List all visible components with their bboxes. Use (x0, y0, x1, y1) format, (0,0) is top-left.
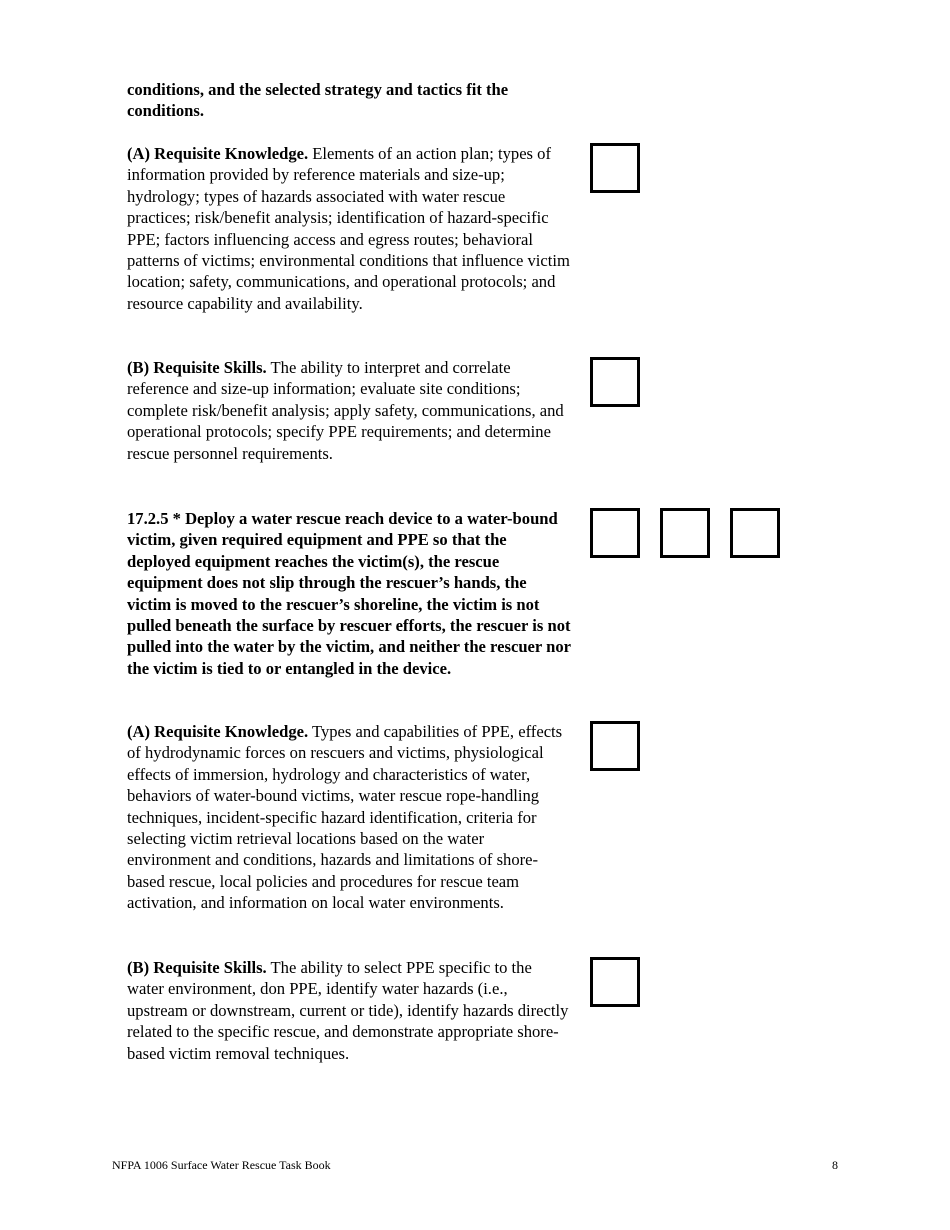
task-17-2-5-statement: 17.2.5 * Deploy a water rescue reach device to a water-bound victim, given required equipment and PPE so that the deployed equipment reaches the victim(s), the rescue equipment does not slip through the rescuer’s hands, the victim is moved to the rescuer’s shoreline, the victim is not pulled beneath the surface by rescuer efforts, the rescuer is not pulled into the water by the victim, and neither the rescuer nor the victim is tied to or entangled in the device. (127, 509, 571, 678)
requisite-knowledge-heading: (A) Requisite Knowledge. (127, 722, 309, 741)
requisite-knowledge-text: Types and capabilities of PPE, effects of hydrodynamic forces on rescuers and victims, physiological effects of immersion, hydrology and characteristics of water, behaviors of water-bound victims, water rescue rope-handling techniques, incident-specific hazard identification, criteria for selecting victim retrieval locations based on the water environment and conditions, hazards and limitations of shore-based rescue, local policies and procedures for rescue team activation, and information on local water environments. (127, 722, 563, 913)
requisite-knowledge-text: Elements of an action plan; types of information provided by reference materials and size-up; hydrology; types of hazards associated with water rescue practices; risk/benefit analysis; identification of hazard-specific PPE; factors influencing access and egress routes; behavioral patterns of victims; environmental conditions that influence victim location; safety, communications, and operational protocols; and resource capability and availability. (127, 144, 570, 313)
sign-off-checkbox[interactable] (590, 957, 640, 1007)
sign-off-checkbox[interactable] (590, 143, 640, 193)
requisite-skills-paragraph (127, 957, 572, 1064)
requisite-skills-paragraph (127, 357, 572, 464)
requisite-knowledge-paragraph (127, 143, 572, 314)
sign-off-checkbox-1[interactable] (590, 508, 640, 558)
sign-off-checkbox-3[interactable] (730, 508, 780, 558)
requisite-skills-heading: (B) Requisite Skills. (127, 958, 267, 977)
continuation-text: conditions, and the selected strategy and tactics fit the conditions. (127, 80, 509, 121)
sign-off-checkbox-2[interactable] (660, 508, 710, 558)
requisite-knowledge-paragraph (127, 721, 572, 914)
sign-off-checkbox[interactable] (590, 357, 640, 407)
requisite-skills-text: The ability to select PPE specific to the water environment, don PPE, identify water hazards (i.e., upstream or downstream, current or tide), identify hazards directly related to the specific rescue, and demonstrate appropriate shore-based victim removal techniques. (127, 958, 569, 1063)
page-number: 8 (832, 1158, 838, 1172)
requisite-skills-heading: (B) Requisite Skills. (127, 358, 267, 377)
sign-off-checkbox[interactable] (590, 721, 640, 771)
requisite-skills-text: The ability to interpret and correlate reference and size-up information; evaluate site conditions; complete risk/benefit analysis; apply safety, communications, and operational protocols; specify PPE requirements; and determine rescue personnel requirements. (127, 358, 564, 463)
footer-title: NFPA 1006 Surface Water Rescue Task Book (112, 1158, 331, 1172)
requisite-knowledge-heading: (A) Requisite Knowledge. (127, 144, 309, 163)
